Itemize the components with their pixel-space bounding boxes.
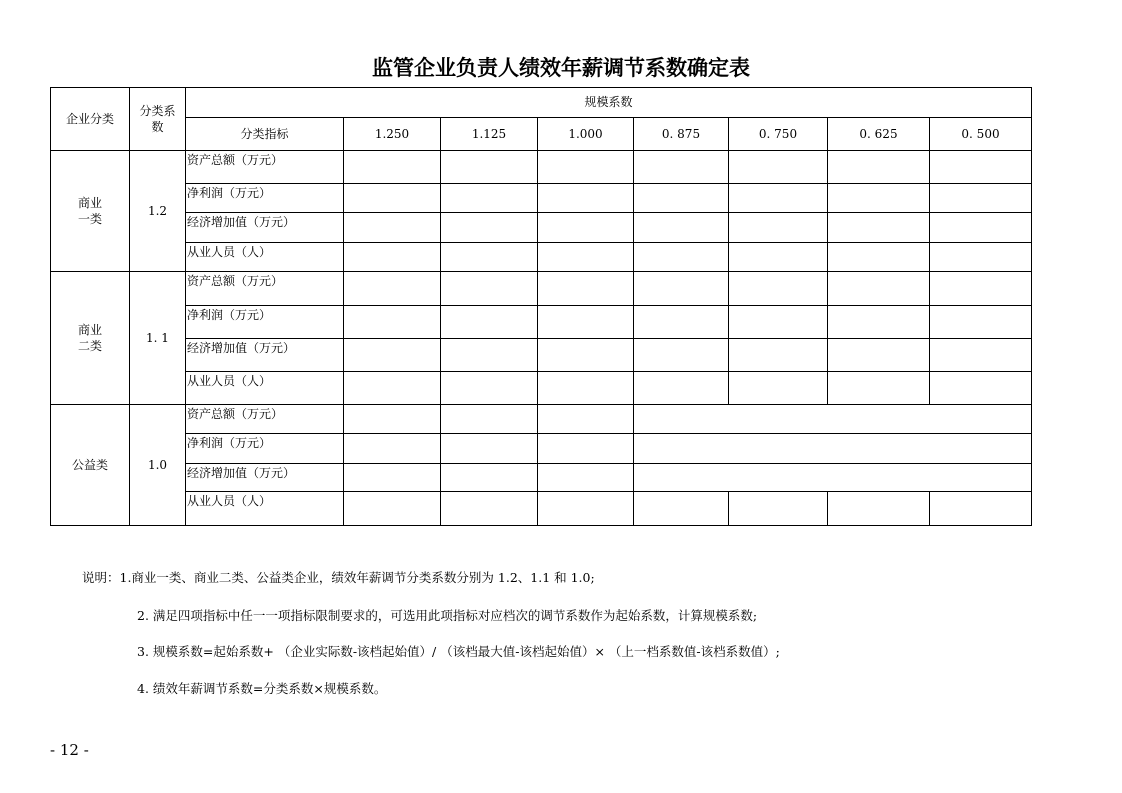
table-row [51,213,1032,243]
header-class-coefficient: 分类系 数 [130,88,186,151]
page-title: 监管企业负责人绩效年薪调节系数确定表 [372,56,750,80]
table-row [51,306,1032,339]
group-1-indicator-2: 净利润（万元） [186,184,344,213]
level-2: 1.125 [441,118,538,151]
group-2-indicator-2: 净利润（万元） [186,306,344,339]
page-number: - 12 - [50,741,89,759]
level-5: 0. 750 [729,118,828,151]
group-2-category: 商业 二类 [51,272,130,405]
level-3: 1.000 [538,118,634,151]
group-1-category: 商业 一类 [51,151,130,272]
group-1-indicator-3: 经济增加值（万元） [186,213,344,243]
table-row [51,434,1032,464]
group-3-indicator-4: 从业人员（人） [186,492,344,526]
group-3-indicator-2: 净利润（万元） [186,434,344,464]
group-1-indicator-4: 从业人员（人） [186,243,344,272]
table-row [51,339,1032,372]
table-row [51,151,1032,184]
level-7: 0. 500 [930,118,1032,151]
table-row [51,272,1032,306]
table-row [51,372,1032,405]
coefficient-table [50,87,1032,526]
header-indicator: 分类指标 [186,118,344,151]
level-4: 0. 875 [634,118,729,151]
header-row-2 [51,118,1032,151]
group-3-indicator-3: 经济增加值（万元） [186,464,344,492]
note-4: 4. 绩效年薪调节系数=分类系数×规模系数。 [137,681,387,696]
table-row [51,405,1032,434]
header-scale-coefficient: 规模系数 [186,88,1032,118]
note-1: 说明：1.商业一类、商业二类、公益类企业，绩效年薪调节分类系数分别为 1.2、1.1 和 1.0; [82,570,595,585]
note-3: 3. 规模系数=起始系数+ （企业实际数-该档起始值）/ （该档最大值-该档起始值）× （上一档系数值-该档系数值）; [137,644,780,659]
header-category: 企业分类 [51,88,130,151]
table-row [51,492,1032,526]
group-1-coefficient: 1.2 [130,151,186,272]
group-3-category: 公益类 [51,405,130,526]
table-row [51,243,1032,272]
group-2-indicator-1: 资产总额（万元） [186,272,344,306]
group-2-indicator-4: 从业人员（人） [186,372,344,405]
header-row-1 [51,88,1032,118]
group-2-indicator-3: 经济增加值（万元） [186,339,344,372]
level-1: 1.250 [344,118,441,151]
group-1-indicator-1: 资产总额（万元） [186,151,344,184]
group-3-indicator-1: 资产总额（万元） [186,405,344,434]
table-row [51,464,1032,492]
note-2: 2. 满足四项指标中任一一项指标限制要求的，可选用此项指标对应档次的调节系数作为起始系数，计算规模系数; [137,608,758,623]
group-2-coefficient: 1. 1 [130,272,186,405]
group-3-coefficient: 1.0 [130,405,186,526]
table-row [51,184,1032,213]
level-6: 0. 625 [828,118,930,151]
